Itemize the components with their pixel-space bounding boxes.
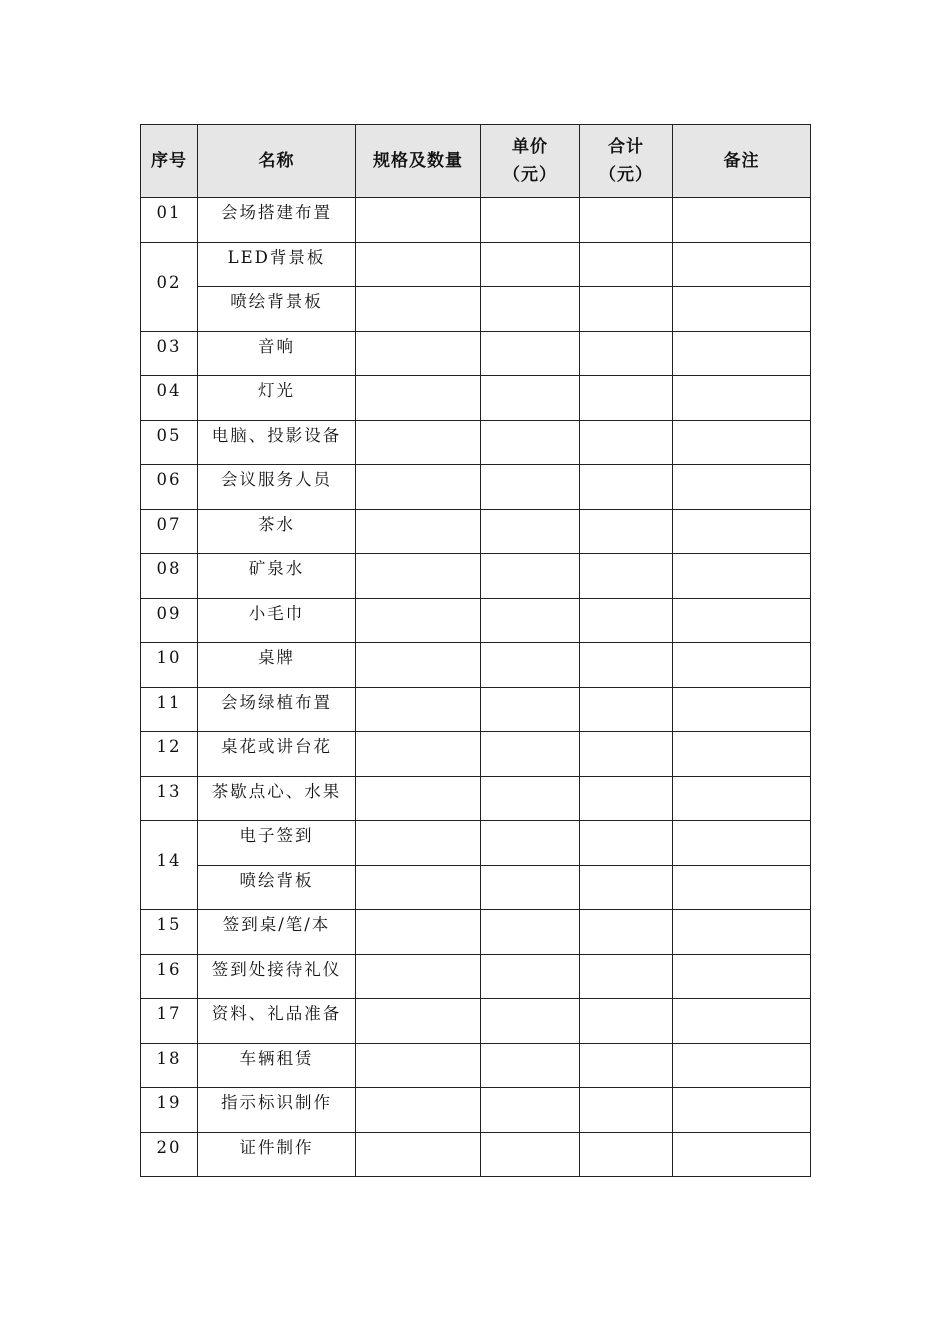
remark-cell [673,554,811,599]
unit-price-cell [481,1088,580,1133]
table-row [141,509,811,554]
table-row [141,910,811,955]
spec-cell [356,643,481,688]
header-seq [141,125,198,198]
unit-price-cell [481,554,580,599]
seq-cell [141,954,198,999]
spec-cell [356,999,481,1044]
total-cell [580,287,673,332]
total-cell [580,910,673,955]
item-name-cell [198,732,356,777]
seq-cell [141,821,198,910]
total-cell [580,954,673,999]
item-name: 桌牌 [258,648,295,667]
spec-cell [356,554,481,599]
remark-cell [673,865,811,910]
item-name: 茶歇点心、水果 [211,781,342,801]
unit-price-cell [481,198,580,243]
total-cell [580,643,673,688]
header-total-unit: （元） [599,165,653,185]
item-name: 资料、礼品准备 [211,1004,342,1023]
item-name-cell [198,1088,356,1133]
table-body [141,198,811,1177]
item-name: 电脑、投影设备 [211,425,342,445]
unit-price-cell [481,1132,580,1177]
unit-price-cell [481,865,580,910]
seq-number: 13 [156,781,182,801]
seq-cell [141,643,198,688]
spec-cell [356,598,481,643]
remark-cell [673,376,811,421]
seq-number: 10 [156,648,182,667]
remark-cell [673,287,811,332]
seq-number: 07 [156,514,182,534]
table-row [141,287,811,332]
seq-cell [141,376,198,421]
spec-cell [356,198,481,243]
remark-cell [673,643,811,688]
seq-cell [141,1132,198,1177]
table-row [141,1043,811,1088]
item-name-cell [198,598,356,643]
total-cell [580,1088,673,1133]
unit-price-cell [481,1043,580,1088]
total-cell [580,598,673,643]
remark-cell [673,776,811,821]
seq-number: 08 [156,559,182,578]
header-name [198,125,356,198]
item-name-cell [198,1132,356,1177]
seq-cell [141,198,198,243]
item-name: 矿泉水 [248,559,305,578]
total-cell [580,198,673,243]
unit-price-cell [481,687,580,732]
table-row [141,687,811,732]
total-cell [580,1043,673,1088]
item-name-cell [198,554,356,599]
total-cell [580,509,673,554]
header-remark-label: 备注 [723,151,760,171]
item-name: 会场搭建布置 [221,203,332,222]
item-name-cell [198,999,356,1044]
unit-price-cell [481,598,580,643]
item-name-cell [198,910,356,955]
remark-cell [673,509,811,554]
spec-cell [356,287,481,332]
item-name: 证件制作 [239,1137,314,1157]
total-cell [580,242,673,287]
total-cell [580,420,673,465]
seq-number: 05 [156,425,182,445]
header-total [580,125,673,198]
seq-cell [141,732,198,777]
table-row [141,776,811,821]
item-name: 茶水 [258,514,295,534]
seq-cell [141,910,198,955]
spec-cell [356,910,481,955]
seq-number: 12 [156,737,182,756]
remark-cell [673,910,811,955]
table-row [141,732,811,777]
item-name: 会议服务人员 [221,470,332,489]
unit-price-cell [481,954,580,999]
total-cell [580,465,673,510]
header-name-label: 名称 [258,151,295,171]
item-name-cell [198,331,356,376]
table-row [141,1132,811,1177]
seq-number: 16 [156,959,182,979]
table-row [141,242,811,287]
remark-cell [673,732,811,777]
table-row [141,554,811,599]
seq-cell [141,687,198,732]
total-cell [580,821,673,866]
seq-number: 02 [156,272,182,292]
seq-cell [141,420,198,465]
unit-price-cell [481,643,580,688]
remark-cell [673,465,811,510]
seq-number: 01 [156,203,182,222]
item-name-cell [198,954,356,999]
spec-cell [356,687,481,732]
item-name: LED背景板 [227,247,326,267]
spec-cell [356,776,481,821]
seq-cell [141,242,198,331]
spec-cell [356,954,481,999]
total-cell [580,732,673,777]
seq-number: 06 [156,470,182,489]
spec-cell [356,1043,481,1088]
remark-cell [673,1088,811,1133]
spec-cell [356,1132,481,1177]
item-name: 会场绿植布置 [221,692,332,712]
item-name: 车辆租赁 [239,1048,314,1068]
unit-price-cell [481,331,580,376]
table-row [141,465,811,510]
item-name-cell [198,242,356,287]
header-spec [356,125,481,198]
table-row [141,598,811,643]
unit-price-cell [481,420,580,465]
header-unit-price [481,125,580,198]
seq-number: 18 [156,1048,182,1068]
table-row [141,420,811,465]
item-name: 喷绘背板 [239,870,314,890]
unit-price-cell [481,242,580,287]
total-cell [580,776,673,821]
seq-number: 04 [156,381,182,400]
item-name-cell [198,420,356,465]
item-name-cell [198,776,356,821]
seq-cell [141,999,198,1044]
item-name-cell [198,509,356,554]
seq-cell [141,465,198,510]
table-row [141,999,811,1044]
remark-cell [673,821,811,866]
header-spec-label: 规格及数量 [373,151,463,171]
item-name: 喷绘背景板 [230,292,323,311]
table-row [141,331,811,376]
item-name: 签到桌/笔/本 [222,915,331,934]
table-row [141,954,811,999]
table-row [141,1088,811,1133]
item-name: 音响 [258,336,295,356]
spec-cell [356,465,481,510]
header-seq-label: 序号 [151,151,187,171]
total-cell [580,865,673,910]
unit-price-cell [481,287,580,332]
seq-number: 09 [156,603,182,623]
remark-cell [673,598,811,643]
seq-number: 15 [156,915,182,934]
remark-cell [673,198,811,243]
item-name-cell [198,287,356,332]
total-cell [580,331,673,376]
unit-price-cell [481,999,580,1044]
quote-table [140,124,811,1177]
table-row [141,643,811,688]
unit-price-cell [481,732,580,777]
remark-cell [673,1043,811,1088]
table-row [141,865,811,910]
spec-cell [356,732,481,777]
spec-cell [356,821,481,866]
remark-cell [673,687,811,732]
seq-number: 17 [156,1004,182,1023]
item-name-cell [198,1043,356,1088]
spec-cell [356,509,481,554]
spec-cell [356,376,481,421]
item-name: 电子签到 [239,826,314,845]
table-row [141,821,811,866]
item-name-cell [198,198,356,243]
total-cell [580,687,673,732]
unit-price-cell [481,509,580,554]
item-name-cell [198,376,356,421]
total-cell [580,1132,673,1177]
item-name-cell [198,465,356,510]
item-name: 灯光 [258,381,295,400]
table-row [141,198,811,243]
item-name: 签到处接待礼仪 [211,959,342,979]
seq-cell [141,509,198,554]
seq-cell [141,554,198,599]
item-name-cell [198,687,356,732]
header-unit-price-label: 单价 [512,137,548,157]
remark-cell [673,999,811,1044]
total-cell [580,554,673,599]
header-row [141,125,811,198]
seq-cell [141,776,198,821]
item-name-cell [198,865,356,910]
remark-cell [673,1132,811,1177]
table-row [141,376,811,421]
seq-number: 20 [156,1137,182,1157]
total-cell [580,999,673,1044]
seq-cell [141,598,198,643]
spec-cell [356,331,481,376]
item-name-cell [198,821,356,866]
spec-cell [356,420,481,465]
unit-price-cell [481,910,580,955]
seq-number: 11 [156,692,182,712]
spec-cell [356,865,481,910]
remark-cell [673,420,811,465]
unit-price-cell [481,376,580,421]
remark-cell [673,242,811,287]
item-name: 小毛巾 [248,603,305,623]
remark-cell [673,331,811,376]
item-name-cell [198,643,356,688]
seq-cell [141,1088,198,1133]
seq-cell [141,1043,198,1088]
total-cell [580,376,673,421]
header-remark [673,125,811,198]
unit-price-cell [481,821,580,866]
spec-cell [356,1088,481,1133]
unit-price-cell [481,465,580,510]
header-unit-price-unit: （元） [503,165,557,185]
item-name: 指示标识制作 [221,1093,332,1112]
remark-cell [673,954,811,999]
unit-price-cell [481,776,580,821]
header-total-label: 合计 [608,137,644,157]
seq-number: 19 [156,1093,182,1112]
seq-number: 14 [156,851,182,870]
seq-cell [141,331,198,376]
item-name: 桌花或讲台花 [221,737,332,756]
spec-cell [356,242,481,287]
seq-number: 03 [156,336,182,356]
